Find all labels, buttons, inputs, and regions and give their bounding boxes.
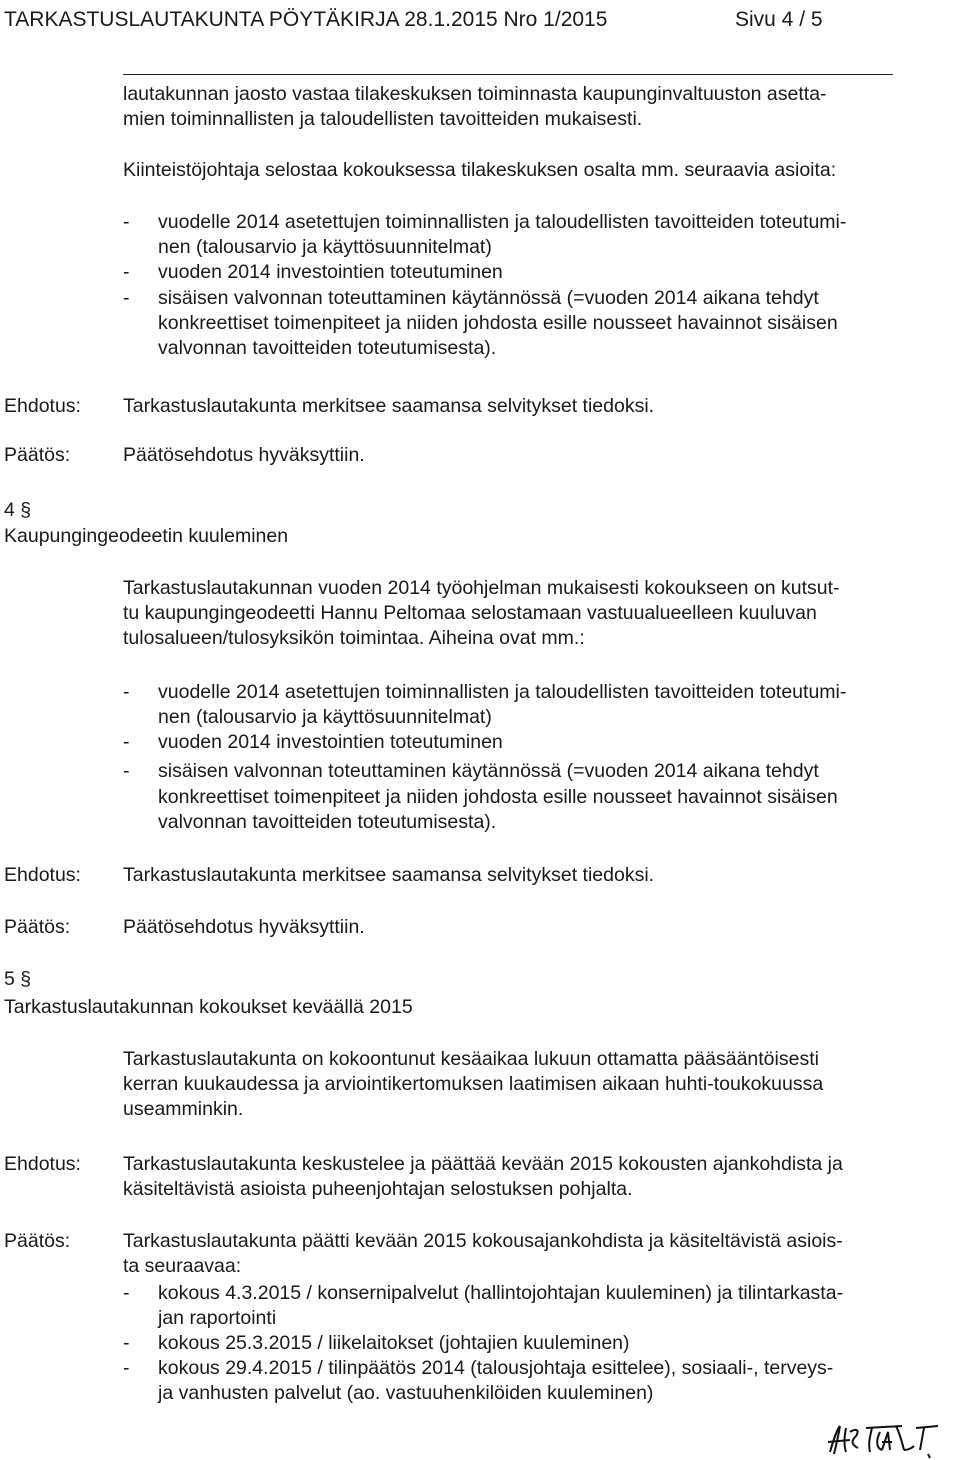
bullet-line: sisäisen valvonnan toteuttaminen käytännössä (=vuoden 2014 aikana tehdyt <box>158 287 819 309</box>
header-rule <box>123 74 893 75</box>
bullet-line: ja vanhusten palvelut (ao. vastuuhenkilöiden kuuleminen) <box>158 1382 654 1404</box>
section-title: Tarkastuslautakunnan kokoukset keväällä 2015 <box>4 996 413 1018</box>
page-number: Sivu 4 / 5 <box>735 8 823 31</box>
ehdotus-text: käsiteltävistä asioista puheenjohtajan selostuksen pohjalta. <box>123 1178 633 1200</box>
ehdotus-text: Tarkastuslautakunta merkitsee saamansa selvitykset tiedoksi. <box>123 395 655 417</box>
bullet-line: vuodelle 2014 asetettujen toiminnallisten ja taloudellisten tavoitteiden toteutumi- <box>158 681 847 703</box>
bullet-dash: - <box>123 261 130 283</box>
bullet-line: vuoden 2014 investointien toteutuminen <box>158 261 503 283</box>
bullet-line: konkreettiset toimenpiteet ja niiden johdosta esille nousseet havainnot sisäisen <box>158 312 838 334</box>
handwritten-initials <box>820 1420 950 1460</box>
paatos-label: Päätös: <box>4 444 71 466</box>
bullet-line: kokous 29.4.2015 / tilinpäätös 2014 (talousjohtaja esittelee), sosiaali-, terveys- <box>158 1357 834 1379</box>
ehdotus-label: Ehdotus: <box>4 395 81 417</box>
bullet-line: konkreettiset toimenpiteet ja niiden johdosta esille nousseet havainnot sisäisen <box>158 786 838 808</box>
paragraph-line: Tarkastuslautakunnan vuoden 2014 työohjelman mukaisesti kokoukseen on kutsut- <box>123 577 840 599</box>
bullet-dash: - <box>123 731 130 753</box>
paatos-text: ta seuraavaa: <box>123 1255 242 1277</box>
ehdotus-label: Ehdotus: <box>4 864 81 886</box>
bullet-dash: - <box>123 211 130 233</box>
paragraph-line: kerran kuukaudessa ja arviointikertomuksen laatimisen aikaan huhti-toukokuussa <box>123 1073 824 1095</box>
paatos-label: Päätös: <box>4 1230 71 1252</box>
bullet-dash: - <box>123 681 130 703</box>
bullet-line: vuodelle 2014 asetettujen toiminnallisten ja taloudellisten tavoitteiden toteutumi- <box>158 211 847 233</box>
bullet-dash: - <box>123 1357 130 1379</box>
bullet-line: sisäisen valvonnan toteuttaminen käytännössä (=vuoden 2014 aikana tehdyt <box>158 760 819 782</box>
bullet-dash: - <box>123 760 130 782</box>
bullet-line: jan raportointi <box>158 1307 277 1329</box>
paragraph-line: mien toiminnallisten ja taloudellisten tavoitteiden mukaisesti. <box>123 108 643 130</box>
bullet-line: nen (talousarvio ja käyttösuunnitelmat) <box>158 236 492 258</box>
document-header-title: TARKASTUSLAUTAKUNTA PÖYTÄKIRJA 28.1.2015 Nro 1/2015 <box>4 8 608 31</box>
ehdotus-label: Ehdotus: <box>4 1153 81 1175</box>
bullet-dash: - <box>123 1282 130 1304</box>
bullet-line: nen (talousarvio ja käyttösuunnitelmat) <box>158 706 492 728</box>
paatos-text: Päätösehdotus hyväksyttiin. <box>123 444 365 466</box>
bullet-line: kokous 25.3.2015 / liikelaitokset (johtajien kuuleminen) <box>158 1332 630 1354</box>
paragraph-line: tulosalueen/tulosyksikön toimintaa. Aiheina ovat mm.: <box>123 627 585 649</box>
paragraph-line: lautakunnan jaosto vastaa tilakeskuksen toiminnasta kaupunginvaltuuston asetta- <box>123 83 827 105</box>
paatos-text: Päätösehdotus hyväksyttiin. <box>123 916 365 938</box>
paragraph-line: Tarkastuslautakunta on kokoontunut kesäaikaa lukuun ottamatta pääsääntöisesti <box>123 1048 819 1070</box>
bullet-line: vuoden 2014 investointien toteutuminen <box>158 731 503 753</box>
paragraph-line: useamminkin. <box>123 1098 244 1120</box>
bullet-line: valvonnan tavoitteiden toteutumisesta). <box>158 337 497 359</box>
bullet-line: valvonnan tavoitteiden toteutumisesta). <box>158 811 497 833</box>
paatos-text: Tarkastuslautakunta päätti kevään 2015 kokousajankohdista ja käsiteltävistä asiois- <box>123 1230 843 1252</box>
paragraph-line: Kiinteistöjohtaja selostaa kokouksessa tilakeskuksen osalta mm. seuraavia asioita: <box>123 159 837 181</box>
section-number: 5 § <box>4 968 32 990</box>
bullet-dash: - <box>123 287 130 309</box>
ehdotus-text: Tarkastuslautakunta merkitsee saamansa selvitykset tiedoksi. <box>123 864 655 886</box>
paragraph-line: tu kaupungingeodeetti Hannu Peltomaa selostamaan vastuualueelleen kuuluvan <box>123 602 817 624</box>
paatos-label: Päätös: <box>4 916 71 938</box>
bullet-dash: - <box>123 1332 130 1354</box>
bullet-line: kokous 4.3.2015 / konsernipalvelut (hallintojohtajan kuuleminen) ja tilintarkasta- <box>158 1282 844 1304</box>
section-title: Kaupungingeodeetin kuuleminen <box>4 525 289 547</box>
section-number: 4 § <box>4 499 32 521</box>
ehdotus-text: Tarkastuslautakunta keskustelee ja päättää kevään 2015 kokousten ajankohdista ja <box>123 1153 843 1175</box>
